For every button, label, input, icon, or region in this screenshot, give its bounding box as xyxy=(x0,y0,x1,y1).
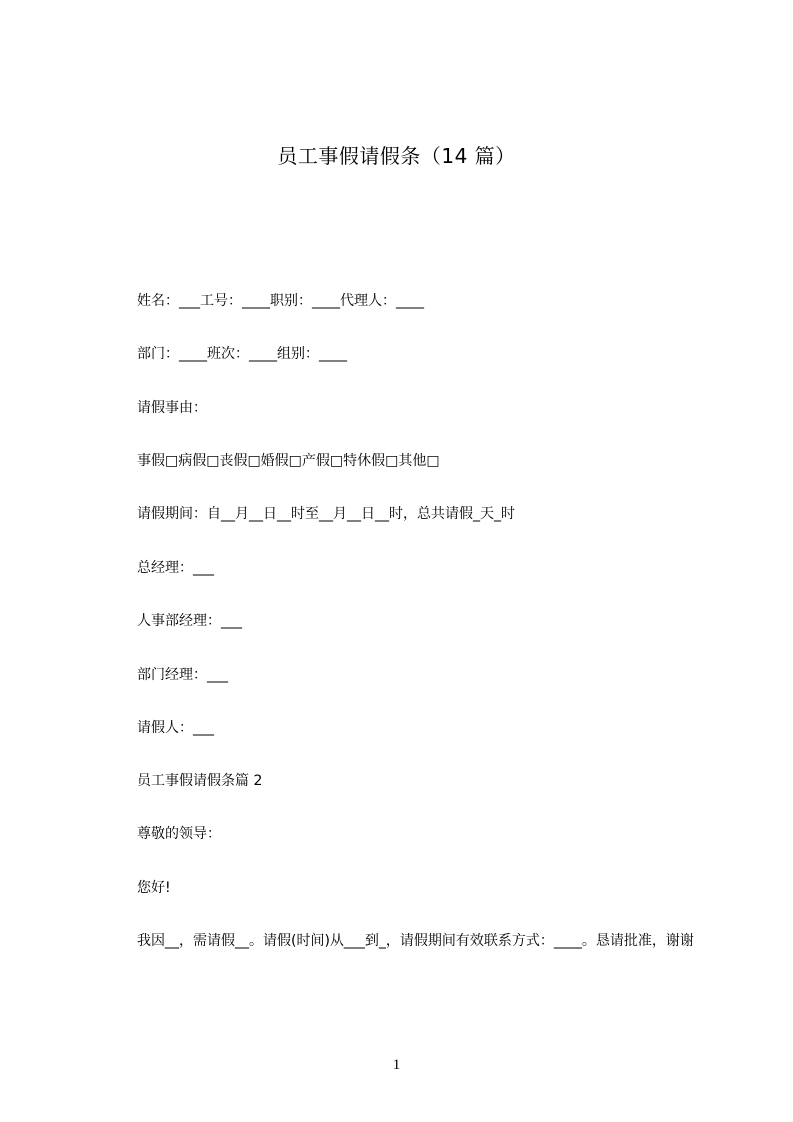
applicant-signature-line: 请假人：___ xyxy=(137,720,214,736)
leave-reason-label: 请假事由： xyxy=(137,400,207,416)
section-heading: 员工事假请假条篇 2 xyxy=(137,773,263,789)
greeting: 您好! xyxy=(137,880,171,896)
general-manager-signature-line: 总经理：___ xyxy=(137,560,214,576)
department-manager-signature-line: 部门经理：___ xyxy=(137,667,228,683)
hr-manager-signature-line: 人事部经理：___ xyxy=(137,613,242,629)
salutation: 尊敬的领导： xyxy=(137,826,221,842)
leave-type-options: 事假□病假□丧假□婚假□产假□特休假□其他□ xyxy=(137,453,440,469)
leave-request-paragraph: 我因__，需请假__。请假(时间)从___到_，请假期间有效联系方式：____。恳请批准，谢谢 xyxy=(137,933,694,949)
leave-period-line: 请假期间：自__月__日__时至__月__日__时，总共请假_天_时 xyxy=(137,506,515,522)
page-number: 1 xyxy=(392,1057,401,1073)
employee-info-line: 姓名：___工号：____职别：____代理人：____ xyxy=(137,293,424,309)
department-info-line: 部门：____班次：____组别：____ xyxy=(137,346,347,362)
document-title: 员工事假请假条（14 篇） xyxy=(277,144,516,168)
